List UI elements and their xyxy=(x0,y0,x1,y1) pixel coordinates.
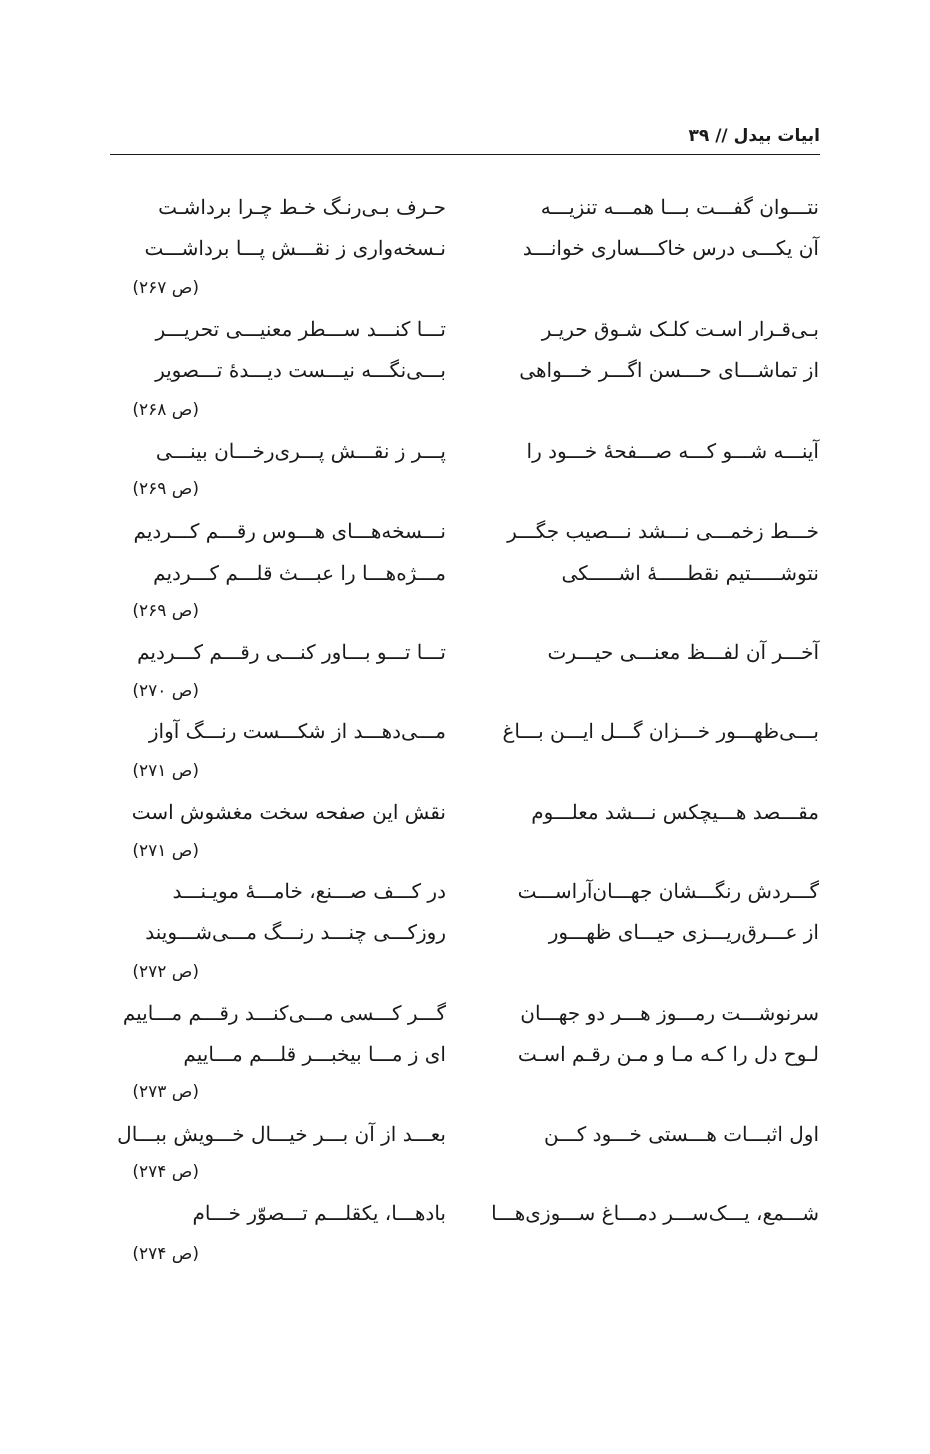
page-reference: (ص ۲۷۳) xyxy=(132,1082,199,1102)
page-reference: (ص ۲۷۴) xyxy=(132,1244,199,1264)
page-reference: (ص ۲۷۴) xyxy=(132,1162,199,1182)
book-title: ابیات بیدل xyxy=(733,126,820,146)
page-reference: (ص ۲۷۰) xyxy=(132,681,199,701)
verse-hemistich-right: اول اثبـــات هـــستی خـــود کـــن xyxy=(543,1122,819,1146)
verse-hemistich-right: آن یکـــی درس خاکـــساری خوانـــد xyxy=(522,236,819,260)
verse-hemistich-left: بعـــد از آن بـــر خیـــال خـــویش ببـــال xyxy=(117,1122,446,1146)
page-reference: (ص ۲۶۹) xyxy=(132,601,199,621)
verse-hemistich-left: ای ز مـــا بیخبـــر قلـــم مـــاییم xyxy=(183,1042,446,1066)
verse-hemistich-right: آخـــر آن لفـــظ معنـــی حیـــرت xyxy=(547,640,819,664)
verse-hemistich-left: تـــا تـــو بـــاور کنـــی رقـــم کـــردیم xyxy=(137,640,446,664)
verse-hemistich-left: نـسخه‌واری ز نقـــش پـــا برداشـــت xyxy=(144,236,446,260)
verse-hemistich-left: گـــر کـــسی مـــی‌کنـــد رقـــم مـــاییم xyxy=(122,1001,446,1025)
verse-hemistich-right: سرنوشـــت رمـــوز هـــر دو جهـــان xyxy=(520,1001,819,1025)
verse-hemistich-left: نقش این صفحه سخت مغشوش است xyxy=(131,800,446,824)
verse-hemistich-left: مـــژه‌هـــا را عبـــث قلـــم کـــردیم xyxy=(153,561,446,585)
verse-hemistich-left: بـــی‌نگـــه نیـــست دیـــدهٔ تـــصویر xyxy=(155,358,446,382)
verse-hemistich-right: بـی‌قـرار اسـت کلـک شـوق حریـر xyxy=(541,317,819,341)
verse-hemistich-right: آینـــه شـــو کـــه صـــفحهٔ خـــود را xyxy=(526,439,819,463)
verse-hemistich-right: لـوح دل را کـه مـا و مـن رقـم اسـت xyxy=(517,1042,819,1066)
page-reference: (ص ۲۷۲) xyxy=(132,962,199,982)
verse-hemistich-right: نتـــوان گفـــت بـــا همـــه تنزیـــه xyxy=(540,195,819,219)
running-header xyxy=(110,118,820,154)
page-number: ۳۹ xyxy=(688,126,710,146)
verse-hemistich-left: در کـــف صـــنع، خامـــهٔ مویـنـــد xyxy=(172,879,446,903)
verse-hemistich-left: پـــر ز نقـــش پـــری‌رخـــان بینـــی xyxy=(155,439,446,463)
verse-hemistich-right: نتوشـــــتیم نقطـــــهٔ اشـــــکی xyxy=(561,561,819,585)
verse-hemistich-right: مقـــصد هـــیچکس نـــشد معلـــوم xyxy=(531,800,819,824)
header-separator: // xyxy=(709,126,734,146)
verse-hemistich-right: شـــمع، یـــک‌ســـر دمـــاغ ســـوزی‌هـــا xyxy=(491,1201,819,1225)
page-reference: (ص ۲۶۹) xyxy=(132,479,199,499)
verse-hemistich-right: از تماشـــای حـــسن اگـــر خـــواهی xyxy=(519,358,819,382)
page-reference: (ص ۲۶۷) xyxy=(132,278,199,298)
verse-hemistich-left: مـــی‌دهـــد از شکـــست رنـــگ آواز xyxy=(148,719,446,743)
verse-hemistich-left: روزکـــی چنـــد رنـــگ مـــی‌شـــویند xyxy=(145,920,446,944)
verse-hemistich-left: تـــا کنـــد ســـطر معنیـــی تحریـــر xyxy=(155,317,446,341)
verse-hemistich-right: خـــط زخمـــی نـــشد نـــصیب جگـــر xyxy=(507,519,819,543)
verse-hemistich-right: بـــی‌ظهـــور خـــزان گـــل ایـــن بـــاغ xyxy=(502,719,819,743)
header-rule xyxy=(110,154,820,155)
page-reference: (ص ۲۷۱) xyxy=(132,761,199,781)
verse-hemistich-right: گـــردش رنگـــشان جهـــان‌آراســـت xyxy=(517,879,819,903)
verse-hemistich-left: نـــسخه‌هـــای هـــوس رقـــم کـــردیم xyxy=(133,519,446,543)
verse-hemistich-right: از عـــرق‌ریـــزی حیـــای ظهـــور xyxy=(548,920,819,944)
page-reference: (ص ۲۷۱) xyxy=(132,841,199,861)
verse-hemistich-left: بادهـــا، یکقلـــم تـــصوّر خـــام xyxy=(192,1201,446,1225)
page-reference: (ص ۲۶۸) xyxy=(132,400,199,420)
verse-hemistich-left: حـرف بـی‌رنـگ خـط چـرا برداشـت xyxy=(158,195,446,219)
